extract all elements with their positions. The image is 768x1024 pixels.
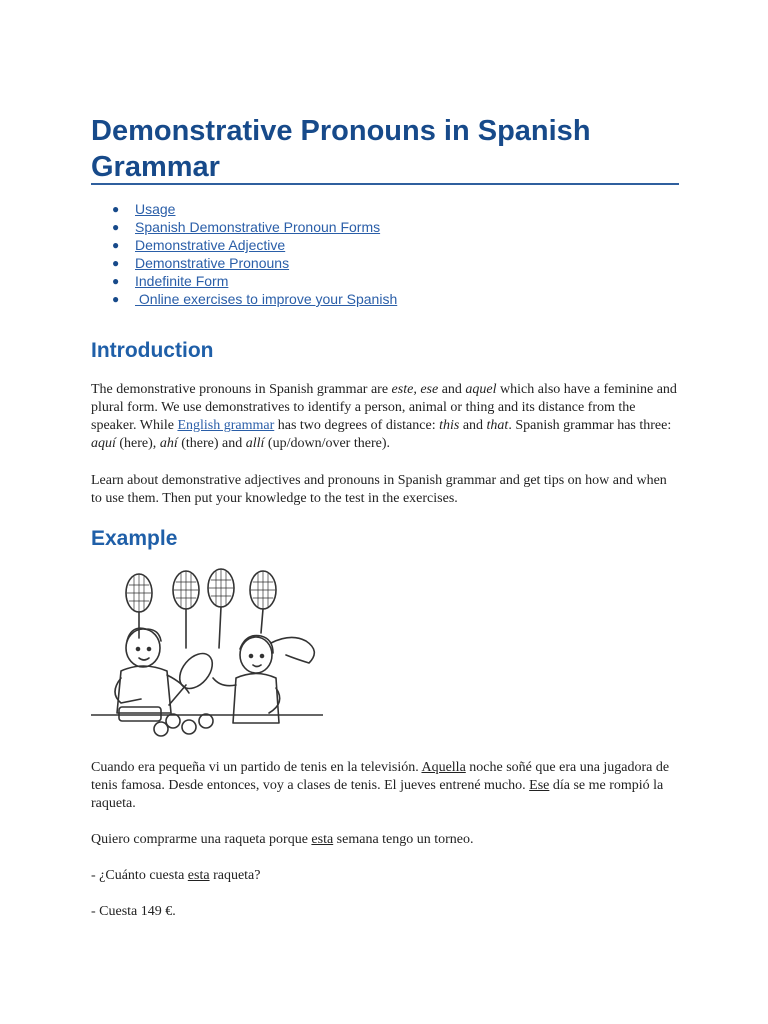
intro-paragraph (91, 381, 681, 453)
racket-paragraph (91, 831, 681, 849)
text-run: Quiero comprarme una raqueta porque (91, 832, 312, 847)
toc-item-adjective (112, 236, 397, 254)
term-esta: esta (311, 832, 334, 847)
bullet-icon: ● (112, 292, 120, 306)
text-run: - ¿Cuánto cuesta (91, 868, 188, 883)
text-run: día se me rompió la raqueta. (91, 778, 664, 811)
term-ahi: ahí (159, 436, 178, 451)
bullet-icon: ● (112, 274, 120, 288)
table-of-contents (112, 200, 397, 308)
toc-link-pronouns[interactable]: Demonstrative Pronouns (135, 255, 290, 271)
toc-link-adjective[interactable]: Demonstrative Adjective (135, 237, 286, 253)
toc-item-exercises (112, 290, 397, 308)
term-aquella: Aquella (421, 760, 466, 775)
text-run: has two degrees of distance: (274, 418, 440, 433)
term-aqui: aquí (91, 436, 116, 451)
introduction-heading: Introduction (91, 339, 214, 362)
toc-link-usage[interactable]: Usage (135, 201, 176, 217)
answer-line: - Cuesta 149 €. (91, 904, 176, 919)
story-paragraph (91, 759, 681, 813)
toc-link-forms[interactable]: Spanish Demonstrative Pronoun Forms (135, 219, 381, 235)
bullet-icon: ● (112, 256, 120, 270)
question-line (91, 867, 681, 885)
learn-paragraph: Learn about demonstrative adjectives and pronouns in Spanish grammar and get tips on how and when to use them. Then put your knowledge to the test in the exercises. (91, 473, 667, 506)
toc-item-forms (112, 218, 397, 236)
english-grammar-link[interactable]: English grammar (177, 418, 275, 433)
toc-link-exercises[interactable]: Online exercises to improve your Spanish (135, 291, 398, 307)
text-run: which also have a feminine and plural form. We use demonstratives to identify a person, animal or thing and its distance from the speaker. While (91, 382, 677, 433)
title-divider (91, 183, 679, 185)
term-this: this (439, 418, 460, 433)
bullet-icon: ● (112, 220, 120, 234)
toc-item-usage (112, 200, 397, 218)
toc-item-pronouns (112, 254, 397, 272)
term-that: that (486, 418, 509, 433)
text-run: . Spanish grammar has three: (508, 418, 672, 433)
bullet-icon: ● (112, 202, 120, 216)
term-esta: esta (187, 868, 210, 883)
text-run: Cuando era pequeña vi un partido de tenis en la televisión. (91, 760, 422, 775)
term-este-ese: este, ese (391, 382, 439, 397)
term-ese: Ese (529, 778, 550, 793)
text-run: semana tengo un torneo. (333, 832, 474, 847)
text-run: noche soñé que era una jugadora de tenis famosa. Desde entonces, voy a clases de tenis. El jueves entrené mucho. (91, 760, 670, 793)
term-aquel: aquel (465, 382, 497, 397)
text-run: and (459, 418, 487, 433)
text-run: raqueta? (209, 868, 261, 883)
text-run: (there) and (177, 436, 246, 451)
bullet-icon: ● (112, 238, 120, 252)
tennis-kids-illustration (91, 563, 323, 743)
text-run: (up/down/over there). (264, 436, 390, 451)
example-heading: Example (91, 527, 178, 550)
term-alli: allí (245, 436, 265, 451)
toc-link-indefinite[interactable]: Indefinite Form (135, 273, 229, 289)
text-run: and (438, 382, 466, 397)
text-run: (here), (115, 436, 160, 451)
page-title: Demonstrative Pronouns in Spanish Grammar (91, 115, 591, 183)
toc-item-indefinite (112, 272, 397, 290)
text-run: The demonstrative pronouns in Spanish grammar are (91, 382, 392, 397)
